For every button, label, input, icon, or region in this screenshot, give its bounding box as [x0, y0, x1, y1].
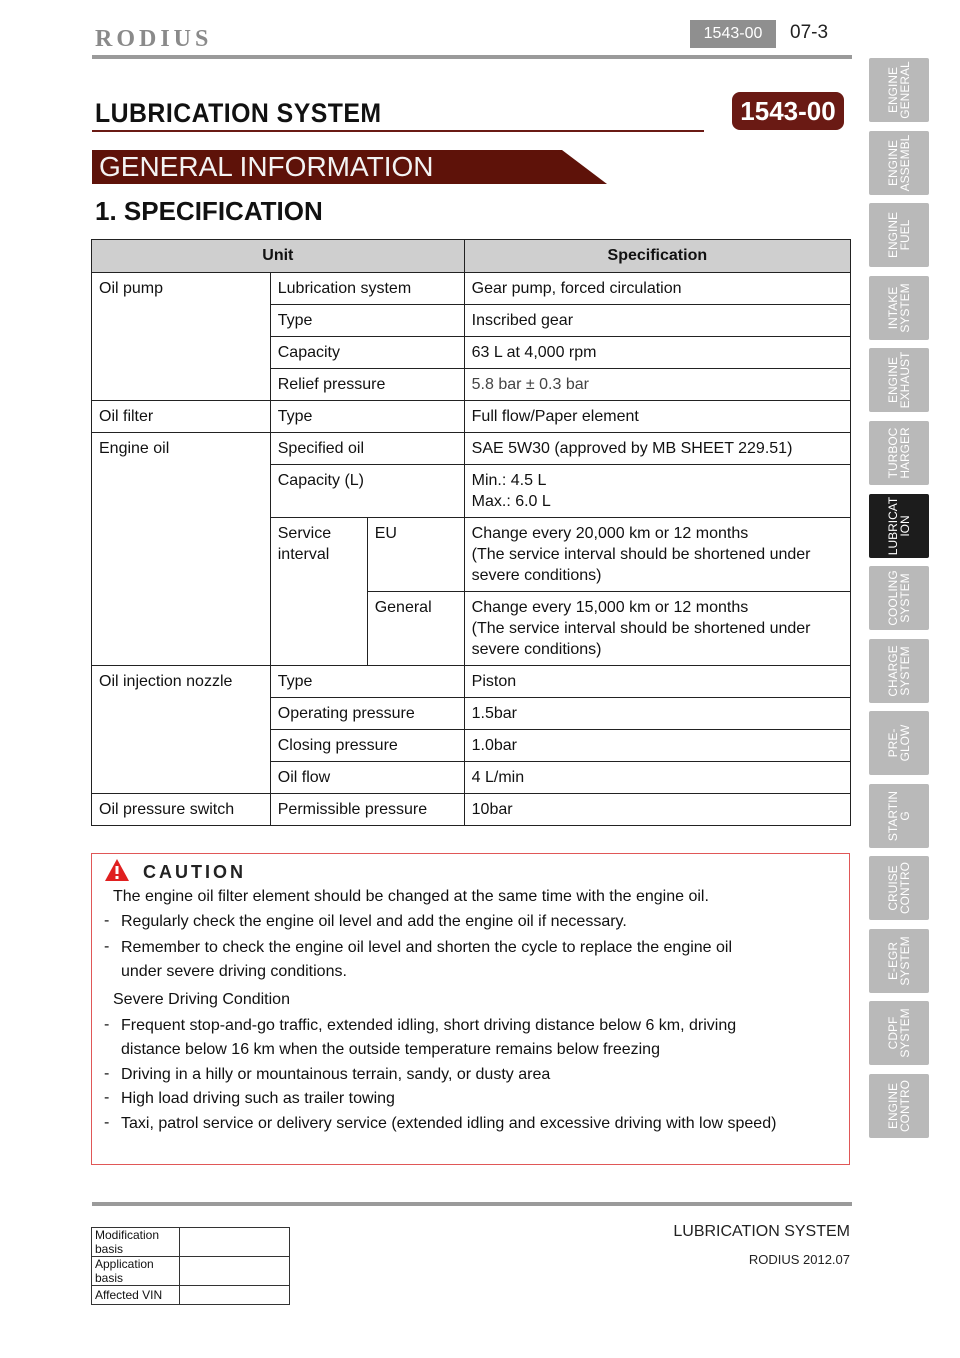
tab-engine-general[interactable]	[869, 58, 929, 122]
caution-title: CAUTION	[143, 862, 246, 882]
basis-value	[180, 1228, 290, 1257]
severe-item: Taxi, patrol service or delivery service (extended idling and excessive driving with low speed)	[121, 1115, 777, 1132]
specification-table	[91, 239, 851, 826]
bullet-dash: -	[104, 1016, 110, 1033]
table-row	[92, 1257, 290, 1286]
tab-label: CRUISE CONTRO	[886, 862, 912, 914]
basis-value	[180, 1257, 290, 1286]
tab-label: STARTIN G	[886, 790, 912, 842]
item-cell: Oil flow	[270, 762, 464, 794]
spec-cell: Inscribed gear	[464, 305, 850, 337]
general-note: (The service interval should be shortened under severe conditions)	[471, 620, 811, 658]
header-section-code: 1543-00	[690, 20, 776, 48]
spec-cell: SAE 5W30 (approved by MB SHEET 229.51)	[464, 433, 850, 465]
tab-e-egr-system[interactable]	[869, 929, 929, 993]
tab-label: PRE- GLOW	[886, 724, 912, 762]
tab-engine-fuel[interactable]	[869, 203, 929, 267]
table-row	[92, 273, 851, 305]
tab-lubrication[interactable]	[869, 494, 929, 558]
tab-label: ENGINE ASSEMBL	[886, 134, 912, 192]
tab-label: LUBRICAT ION	[886, 496, 912, 556]
item-cell: Operating pressure	[270, 698, 464, 730]
tab-label: INTAKE SYSTEM	[886, 283, 912, 333]
tab-label: ENGINE EXHAUST	[886, 351, 912, 409]
caution-bullet: Remember to check the engine oil level and shorten the cycle to replace the engine oil	[121, 939, 733, 956]
header-unit: Unit	[92, 240, 465, 273]
caution-intro: The engine oil filter element should be changed at the same time with the engine oil.	[113, 888, 709, 905]
spec-cell: Full flow/Paper element	[464, 401, 850, 433]
item-cell: Permissible pressure	[270, 794, 464, 826]
footer-system-name: LUBRICATION SYSTEM	[673, 1223, 850, 1240]
spec-cell	[464, 592, 850, 666]
tab-turbocharger[interactable]	[869, 421, 929, 485]
spec-cell: Piston	[464, 666, 850, 698]
unit-oil-injection-nozzle: Oil injection nozzle	[92, 666, 271, 794]
spec-cell: 4 L/min	[464, 762, 850, 794]
caution-bullet: Regularly check the engine oil level and add the engine oil if necessary.	[121, 913, 627, 930]
spec-cell	[464, 518, 850, 592]
spec-cell: 10bar	[464, 794, 850, 826]
bullet-dash: -	[104, 912, 110, 929]
tab-engine-exhaust[interactable]	[869, 348, 929, 412]
tab-cooling-system[interactable]	[869, 566, 929, 630]
region-general: General	[367, 592, 464, 666]
general-interval: Change every 15,000 km or 12 months	[471, 599, 749, 616]
tab-cruise-control[interactable]	[869, 856, 929, 920]
region-eu: EU	[367, 518, 464, 592]
unit-oil-pump: Oil pump	[92, 273, 271, 401]
table-header-row	[92, 240, 851, 273]
unit-oil-filter: Oil filter	[92, 401, 271, 433]
tab-cdpf-system[interactable]	[869, 1001, 929, 1065]
item-cell: Service interval	[270, 518, 367, 666]
basis-label: Modification basis	[92, 1228, 180, 1257]
tab-label: ENGINE GENERAL	[886, 61, 912, 119]
severe-item-cont: distance below 16 km when the outside temperature remains below freezing	[121, 1041, 660, 1058]
item-cell: Closing pressure	[270, 730, 464, 762]
table-row	[92, 1228, 290, 1257]
basis-value	[180, 1286, 290, 1305]
item-cell: Specified oil	[270, 433, 464, 465]
item-cell: Type	[270, 305, 464, 337]
bullet-dash: -	[104, 1065, 110, 1082]
tab-label: E-EGR SYSTEM	[886, 936, 912, 986]
table-row	[92, 401, 851, 433]
unit-engine-oil: Engine oil	[92, 433, 271, 666]
tab-engine-control[interactable]	[869, 1074, 929, 1138]
brand-logo: RODIUS	[95, 26, 213, 52]
system-code-badge: 1543-00	[732, 92, 844, 130]
basis-label: Affected VIN	[92, 1286, 180, 1305]
spec-cell: 1.0bar	[464, 730, 850, 762]
item-cell: Type	[270, 401, 464, 433]
system-title: LUBRICATION SYSTEM	[95, 98, 382, 128]
eu-interval: Change every 20,000 km or 12 months	[471, 525, 749, 542]
tab-charge-system[interactable]	[869, 639, 929, 703]
system-title-underline	[92, 130, 704, 132]
item-cell: Type	[270, 666, 464, 698]
section-banner-title: GENERAL INFORMATION	[99, 151, 434, 182]
item-cell: Lubrication system	[270, 273, 464, 305]
tab-label: ENGINE FUEL	[886, 212, 912, 259]
table-row	[92, 433, 851, 465]
table-row	[92, 666, 851, 698]
spec-cell: 5.8 bar ± 0.3 bar	[464, 369, 850, 401]
bullet-dash: -	[104, 938, 110, 955]
tab-label: TURBOC HARGER	[886, 427, 912, 479]
spec-heading: 1. SPECIFICATION	[95, 196, 323, 226]
capacity-max: Max.: 6.0 L	[471, 493, 551, 510]
spec-cell: 63 L at 4,000 rpm	[464, 337, 850, 369]
header-divider	[92, 55, 852, 59]
tab-label: ENGINE CONTRO	[886, 1080, 912, 1132]
basis-table	[91, 1227, 290, 1305]
footer-release: RODIUS 2012.07	[748, 1252, 850, 1267]
spec-cell: Gear pump, forced circulation	[464, 273, 850, 305]
severe-item: Driving in a hilly or mountainous terrain, sandy, or dusty area	[121, 1066, 551, 1083]
basis-label: Application basis	[92, 1257, 180, 1286]
bullet-dash: -	[104, 1114, 110, 1131]
tab-engine-assembly[interactable]	[869, 131, 929, 195]
warning-icon	[104, 858, 130, 882]
severe-heading: Severe Driving Condition	[113, 991, 290, 1008]
tab-starting[interactable]	[869, 784, 929, 848]
page-number: 07-3	[790, 22, 829, 43]
tab-label: COOLING SYSTEM	[886, 570, 912, 626]
item-cell: Relief pressure	[270, 369, 464, 401]
caution-bullet-cont: under severe driving conditions.	[121, 963, 347, 980]
table-row	[92, 794, 851, 826]
tab-pre-glow[interactable]	[869, 711, 929, 775]
eu-note: (The service interval should be shortened under severe conditions)	[471, 546, 811, 584]
bullet-dash: -	[104, 1089, 110, 1106]
item-cell: Capacity	[270, 337, 464, 369]
capacity-min: Min.: 4.5 L	[471, 472, 547, 489]
spec-cell: 1.5bar	[464, 698, 850, 730]
spec-cell	[464, 465, 850, 518]
severe-item: High load driving such as trailer towing	[121, 1090, 395, 1107]
tab-label: CHARGE SYSTEM	[886, 645, 912, 697]
header-specification: Specification	[464, 240, 850, 273]
unit-oil-pressure-switch: Oil pressure switch	[92, 794, 271, 826]
severe-item: Frequent stop-and-go traffic, extended idling, short driving distance below 6 km, driving	[121, 1017, 737, 1034]
tab-intake-system[interactable]	[869, 276, 929, 340]
tab-label: CDPF SYSTEM	[886, 1008, 912, 1058]
table-row	[92, 1286, 290, 1305]
footer-divider	[92, 1202, 852, 1206]
item-cell: Capacity (L)	[270, 465, 464, 518]
